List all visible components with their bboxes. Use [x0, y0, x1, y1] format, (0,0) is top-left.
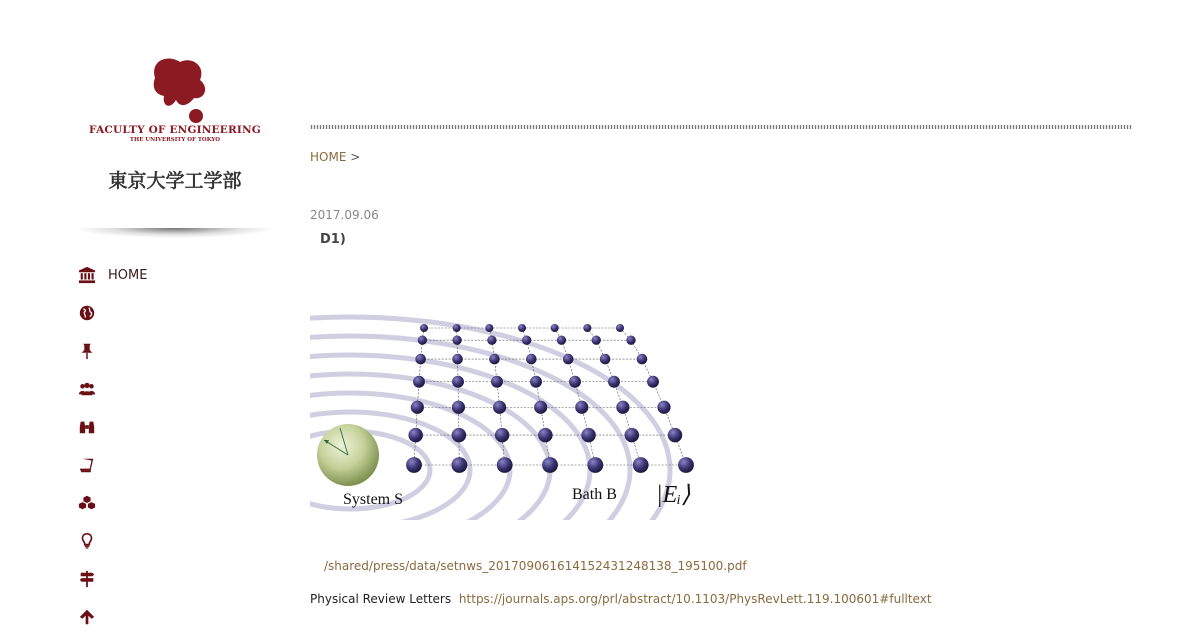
- bath-label: Bath B: [572, 486, 617, 503]
- users-icon: [76, 378, 98, 400]
- lightbulb-icon: [76, 530, 98, 552]
- sidebar-nav: [76, 256, 276, 636]
- journal-link[interactable]: https://journals.aps.org/prl/abstract/10.1103/PhysRevLett.119.100601#fulltext: [459, 592, 932, 606]
- breadcrumb-separator: >: [350, 150, 360, 164]
- nav-item-cubes[interactable]: [76, 484, 276, 522]
- globe-icon: [76, 302, 98, 324]
- pin-icon: [76, 340, 98, 362]
- nav-item-pin[interactable]: [76, 332, 276, 370]
- signpost-icon: [76, 568, 98, 590]
- post-title: D1): [320, 232, 346, 247]
- journal-name: Physical Review Letters: [310, 592, 451, 606]
- nav-item-home[interactable]: [76, 256, 276, 294]
- breadcrumb-home-link[interactable]: HOME: [310, 150, 346, 164]
- nav-item-arrow-up[interactable]: [76, 598, 276, 636]
- post-date: 2017.09.06: [310, 208, 379, 222]
- logo-subtext: THE UNIVERSITY OF TOKYO: [70, 137, 280, 143]
- breadcrumb: [310, 150, 360, 164]
- binoculars-icon: [76, 416, 98, 438]
- main-content: [310, 0, 1132, 630]
- header-divider: [310, 125, 1132, 129]
- logo-text: FACULTY OF ENGINEERING: [70, 124, 280, 136]
- pdf-link[interactable]: /shared/press/data/setnws_201709061614152431248138_195100.pdf: [324, 559, 747, 573]
- citation: [310, 592, 932, 606]
- sidebar: [70, 40, 280, 630]
- site-title[interactable]: 東京大学工学部: [70, 166, 280, 193]
- book-icon: [76, 454, 98, 476]
- nav-item-users[interactable]: [76, 370, 276, 408]
- state-label: |Eᵢ⟩: [656, 482, 691, 508]
- system-label: System S: [343, 491, 403, 508]
- university-icon: [76, 264, 98, 286]
- nav-item-book[interactable]: [76, 446, 276, 484]
- nav-item-binoculars[interactable]: [76, 408, 276, 446]
- quantum-lattice-figure: [310, 310, 710, 520]
- nav-home-label: HOME: [108, 268, 147, 283]
- arrow-up-icon: [76, 606, 98, 628]
- sidebar-divider: [76, 228, 274, 238]
- nav-item-signpost[interactable]: [76, 560, 276, 598]
- nav-item-globe[interactable]: [76, 294, 276, 332]
- cubes-icon: [76, 492, 98, 514]
- nav-item-lightbulb[interactable]: [76, 522, 276, 560]
